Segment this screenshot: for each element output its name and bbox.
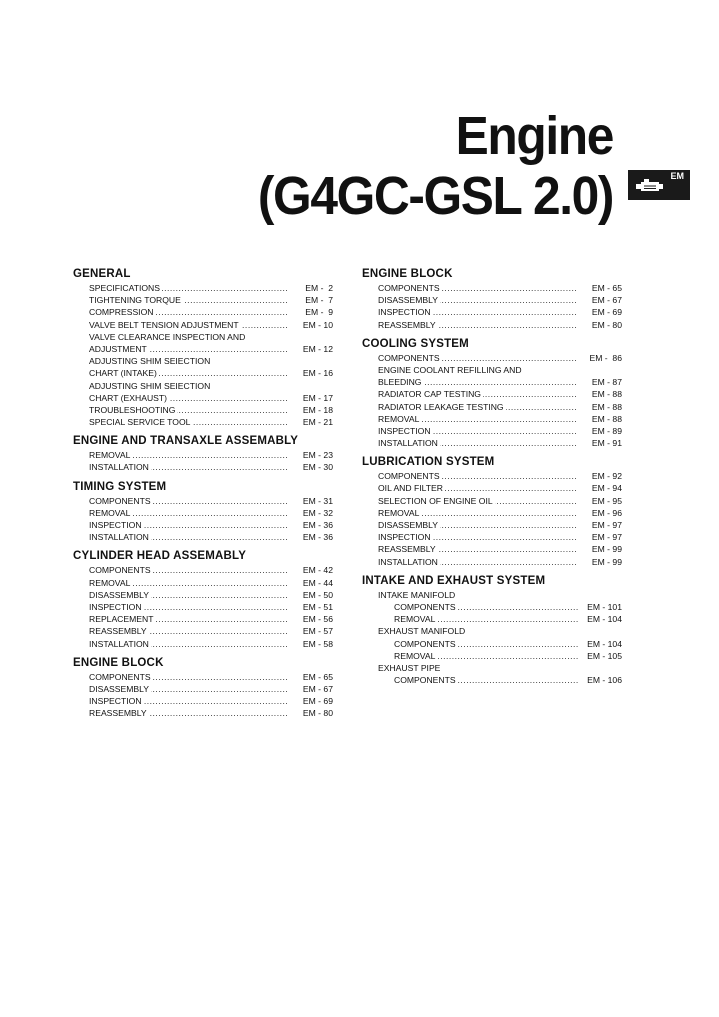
toc-entry-page: EM - 31 (302, 495, 333, 506)
toc-entry-label: BLEEDING (378, 377, 422, 388)
toc-entry-label: CHART (INTAKE) (89, 368, 157, 379)
toc-entry-label: DISASSEMBLY (378, 295, 439, 306)
toc-entry[interactable] (362, 601, 622, 613)
toc-entry-page: EM - 96 (591, 507, 622, 518)
toc-entry[interactable] (73, 331, 333, 343)
toc-entry-page: EM - 94 (591, 483, 622, 494)
toc-left-column (73, 267, 333, 719)
toc-entry[interactable] (362, 294, 622, 306)
toc-entry[interactable] (73, 380, 333, 392)
toc-entry-page: EM - 21 (302, 417, 333, 428)
toc-entry[interactable] (362, 401, 622, 413)
section-title: TIMING SYSTEM (73, 480, 167, 493)
toc-entry-page: EM - 16 (302, 368, 333, 379)
toc-entry-label: ADJUSTING SHIM SEIECTION (89, 380, 211, 391)
toc-entry-page: EM - 92 (591, 471, 622, 482)
toc-entry[interactable] (362, 306, 622, 318)
toc-entry-page: EM - 58 (302, 638, 333, 649)
toc-entry-label: REMOVAL (378, 507, 420, 518)
toc-entry-page: EM - 67 (302, 683, 333, 694)
toc-entry-label: REMOVAL (89, 507, 131, 518)
toc-entry-page: EM - 88 (591, 389, 622, 400)
section-title: ENGINE BLOCK (73, 656, 164, 669)
toc-right-column (362, 267, 622, 686)
toc-entry[interactable] (362, 638, 622, 650)
toc-entry-label: INSTALLATION (378, 438, 438, 449)
toc-entry[interactable] (362, 352, 622, 364)
toc-entry-page: EM - 87 (591, 377, 622, 388)
toc-entry-label: COMPONENTS (378, 471, 440, 482)
toc-entry[interactable] (73, 695, 333, 707)
toc-entry-page: EM - 99 (591, 544, 622, 555)
toc-entry-page: EM - 67 (591, 295, 622, 306)
toc-entry[interactable] (73, 355, 333, 367)
toc-entry[interactable] (73, 531, 333, 543)
toc-entry-label: INSTALLATION (378, 556, 438, 567)
toc-entry-page: EM - 80 (302, 708, 333, 719)
toc-entry[interactable] (362, 625, 622, 637)
toc-entry[interactable] (73, 367, 333, 379)
toc-entry-label: REPLACEMENT (89, 614, 154, 625)
toc-entry-label: EXHAUST PIPE (378, 662, 441, 673)
toc-entry-label: COMPONENTS (394, 675, 456, 686)
toc-entry-page: EM - 44 (302, 577, 333, 588)
toc-entry-page: EM - 9 (305, 307, 333, 318)
toc-entry[interactable] (362, 589, 622, 601)
toc-entry-page: EM - 17 (302, 392, 333, 403)
toc-entry-page: EM - 101 (587, 601, 622, 612)
toc-entry-label: REASSEMBLY (378, 544, 436, 555)
toc-entry-label: RADIATOR LEAKAGE TESTING (378, 401, 504, 412)
engine-icon (635, 178, 665, 194)
toc-entry-label: OIL AND FILTER (378, 483, 443, 494)
toc-entry-page: EM - 80 (591, 319, 622, 330)
toc-entry-page: EM - 2 (305, 283, 333, 293)
toc-entry-page: EM - 36 (302, 520, 333, 530)
toc-entry[interactable] (362, 662, 622, 674)
toc-entry-label: INSTALLATION (89, 638, 149, 649)
toc-entry-page: EM - 10 (302, 319, 333, 330)
toc-entry-label: REMOVAL (89, 577, 131, 588)
toc-entry[interactable] (362, 470, 622, 482)
toc-entry-label: VALVE BELT TENSION ADJUSTMENT (89, 319, 239, 330)
toc-entry-label: VALVE CLEARANCE INSPECTION AND (89, 331, 246, 342)
section-title: INTAKE AND EXHAUST SYSTEM (362, 574, 546, 587)
toc-entry-label: DISASSEMBLY (89, 683, 150, 694)
toc-entry[interactable] (73, 638, 333, 650)
toc-entry[interactable] (362, 531, 622, 543)
toc-entry-label: ADJUSTMENT (89, 343, 147, 354)
toc-entry-label: COMPONENTS (378, 283, 440, 293)
toc-entry[interactable] (73, 707, 333, 719)
toc-entry-label: COMPRESSION (89, 307, 154, 318)
toc-entry-page: EM - 91 (591, 438, 622, 449)
toc-entry[interactable] (362, 543, 622, 555)
toc-entry-label: SPECIFICATIONS (89, 283, 160, 293)
toc-entry[interactable] (73, 392, 333, 404)
toc-entry-label: INSPECTION (89, 520, 142, 530)
toc-entry[interactable] (73, 404, 333, 416)
section-title: CYLINDER HEAD ASSEMABLY (73, 550, 247, 563)
toc-entry[interactable] (362, 674, 622, 686)
toc-entry[interactable] (73, 564, 333, 576)
toc-entry-page: EM - 69 (591, 307, 622, 318)
toc-entry-label: INSTALLATION (89, 532, 149, 543)
toc-entry-page: EM - 65 (591, 283, 622, 293)
toc-entry-page: EM - 97 (591, 532, 622, 543)
toc-entry-page: EM - 42 (302, 565, 333, 576)
toc-entry-label: ENGINE COOLANT REFILLING AND (378, 364, 522, 375)
toc-entry-label: COMPONENTS (394, 601, 456, 612)
toc-entry[interactable] (73, 416, 333, 428)
toc-entry[interactable] (73, 577, 333, 589)
toc-entry[interactable] (73, 589, 333, 601)
toc-entry-label: REASSEMBLY (89, 626, 147, 637)
toc-entry-page: EM - 106 (587, 675, 622, 686)
toc-entry[interactable] (362, 425, 622, 437)
toc-entry-page: EM - 23 (302, 450, 333, 461)
toc-entry-label: REASSEMBLY (378, 319, 436, 330)
toc-entry-page: EM - 97 (591, 520, 622, 530)
toc-entry-page: EM - 89 (591, 425, 622, 436)
toc-entry-page: EM - 104 (587, 638, 622, 649)
toc-entry-label: COMPONENTS (89, 495, 151, 506)
toc-entry-label: COMPONENTS (378, 352, 440, 363)
toc-entry-page: EM - 32 (302, 507, 333, 518)
toc-entry-label: CHART (EXHAUST) (89, 392, 167, 403)
toc-entry-label: COMPONENTS (394, 638, 456, 649)
toc-entry[interactable] (73, 625, 333, 637)
section-title: LUBRICATION SYSTEM (362, 456, 495, 469)
page-title: Engine (455, 106, 613, 166)
toc-entry[interactable] (362, 437, 622, 449)
toc-entry[interactable] (362, 319, 622, 331)
toc-entry[interactable] (73, 282, 333, 294)
toc-entry-page: EM - 88 (591, 413, 622, 424)
toc-entry-page: EM - 88 (591, 401, 622, 412)
toc-entry-label: INSTALLATION (89, 462, 149, 473)
section-title: ENGINE BLOCK (362, 268, 453, 280)
section-title: ENGINE AND TRANSAXLE ASSEMABLY (73, 435, 299, 448)
toc-entry-page: EM - 65 (302, 671, 333, 682)
toc-entry-page: EM - 99 (591, 556, 622, 567)
toc-entry[interactable] (73, 461, 333, 473)
toc-entry-label: INSPECTION (378, 307, 431, 318)
toc-entry[interactable] (73, 507, 333, 519)
toc-entry-page: EM - 12 (302, 343, 333, 354)
toc-entry[interactable] (73, 306, 333, 318)
toc-entry[interactable] (362, 650, 622, 662)
toc-entry-label: DISASSEMBLY (89, 589, 150, 600)
toc-entry-page: EM - 105 (587, 650, 622, 661)
toc-entry-label: INSPECTION (378, 425, 431, 436)
toc-entry-page: EM - 51 (302, 601, 333, 612)
toc-entry-label: SPECIAL SERVICE TOOL (89, 417, 191, 428)
toc-entry-page: EM - 56 (302, 614, 333, 625)
toc-entry[interactable] (362, 613, 622, 625)
toc-entry-label: REASSEMBLY (89, 708, 147, 719)
toc-entry-label: EXHAUST MANIFOLD (378, 626, 466, 637)
toc-entry-label: ADJUSTING SHIM SEIECTION (89, 356, 211, 367)
toc-entry-label: INSPECTION (378, 532, 431, 543)
toc-entry[interactable] (362, 495, 622, 507)
toc-entry-page: EM - 18 (302, 404, 333, 415)
toc-entry[interactable] (362, 282, 622, 294)
toc-entry-label: INTAKE MANIFOLD (378, 589, 456, 600)
toc-entry[interactable] (73, 495, 333, 507)
toc-entry[interactable] (362, 364, 622, 376)
toc-entry-page: EM - 95 (591, 495, 622, 506)
toc-entry[interactable] (362, 413, 622, 425)
page-subtitle: (G4GC-GSL 2.0) (257, 166, 613, 226)
toc-entry-label: COMPONENTS (89, 671, 151, 682)
toc-entry[interactable] (73, 294, 333, 306)
toc-entry-page: EM - 50 (302, 589, 333, 600)
section-tab (628, 170, 690, 200)
toc-entry-page: EM - 104 (587, 614, 622, 625)
toc-entry[interactable] (362, 482, 622, 494)
toc-entry-label: DISASSEMBLY (378, 520, 439, 530)
toc-entry-label: TROUBLESHOOTING (89, 404, 176, 415)
toc-entry-label: COMPONENTS (89, 565, 151, 576)
toc-entry-page: EM - 36 (302, 532, 333, 543)
toc-entry[interactable] (73, 319, 333, 331)
section-tab-label: EM (670, 171, 684, 181)
toc-entry[interactable] (73, 683, 333, 695)
toc-entry[interactable] (73, 613, 333, 625)
toc-entry-page: EM - 86 (589, 352, 622, 363)
toc-entry-label: INSPECTION (89, 696, 142, 707)
toc-entry[interactable] (362, 376, 622, 388)
toc-entry[interactable] (73, 601, 333, 613)
toc-entry[interactable] (362, 388, 622, 400)
toc-entry-label: SELECTION OF ENGINE OIL (378, 495, 493, 506)
toc-entry[interactable] (73, 671, 333, 683)
toc-entry-page: EM - 30 (302, 462, 333, 473)
toc-entry[interactable] (362, 519, 622, 531)
toc-entry-label: INSPECTION (89, 601, 142, 612)
toc-entry-label: RADIATOR CAP TESTING (378, 389, 481, 400)
section-title: COOLING SYSTEM (362, 337, 469, 350)
section-title: GENERAL (73, 268, 131, 280)
toc-entry[interactable] (362, 507, 622, 519)
toc-entry-label: REMOVAL (394, 614, 436, 625)
toc-entry-label: TIGHTENING TORQUE (89, 295, 181, 306)
toc-entry-label: REMOVAL (394, 650, 436, 661)
toc-entry-page: EM - 69 (302, 696, 333, 707)
toc-entry-label: REMOVAL (378, 413, 420, 424)
toc-entry[interactable] (362, 556, 622, 568)
toc-entry[interactable] (73, 449, 333, 461)
toc-entry-label: REMOVAL (89, 450, 131, 461)
toc-entry-page: EM - 7 (305, 295, 333, 306)
toc-entry-page: EM - 57 (302, 626, 333, 637)
toc-entry[interactable] (73, 343, 333, 355)
toc-entry[interactable] (73, 519, 333, 531)
